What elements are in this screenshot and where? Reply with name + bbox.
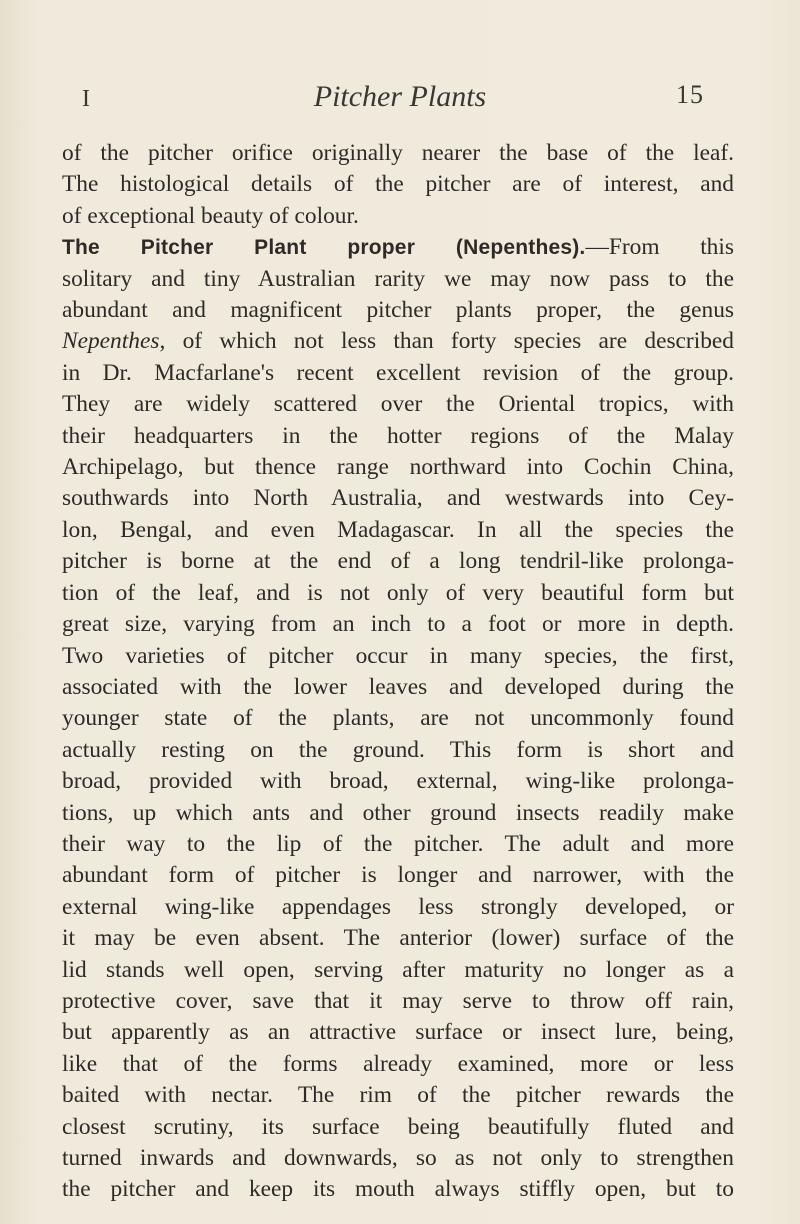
text-line: associated with the lower leaves and developed during the [62, 673, 734, 700]
text-line: tion of the leaf, and is not only of very beautiful form but [62, 579, 734, 606]
text-line: lid stands well open, serving after maturity no longer as a [62, 956, 734, 983]
body-text [62, 138, 734, 1206]
text-fragment: —From this [585, 234, 734, 261]
section-heading-line [62, 232, 734, 263]
text-line: They are widely scattered over the Oriental tropics, with [62, 391, 734, 418]
text-line: closest scrutiny, its surface being beautifully fluted and [62, 1113, 734, 1140]
text-line: of the pitcher orifice originally nearer the base of the leaf. [62, 140, 734, 166]
text-line: baited with nectar. The rim of the pitcher rewards the [62, 1082, 734, 1109]
text-line: turned inwards and downwards, so as not only to strengthen [62, 1145, 734, 1171]
text-line: tions, up which ants and other ground insects readily make [62, 799, 734, 826]
text-line: Archipelago, but thence range northward into Cochin China, [62, 454, 734, 481]
text-line: but apparently as an attractive surface or insect lure, being, [62, 1019, 734, 1046]
text-line: it may be even absent. The anterior (lower) surface of the [62, 925, 734, 952]
text-line-with-genus [62, 326, 734, 357]
text-line: pitcher is borne at the end of a long tendril-like prolonga- [62, 548, 734, 575]
text-line: southwards into North Australia, and westwards into Cey- [62, 485, 734, 512]
text-line: their headquarters in the hotter regions of the Malay [62, 422, 734, 449]
text-line: abundant form of pitcher is longer and narrower, with the [62, 862, 734, 889]
text-line: lon, Bengal, and even Madagascar. In all the species the [62, 516, 734, 543]
text-line: solitary and tiny Australian rarity we may now pass to the [62, 265, 734, 292]
text-line: Two varieties of pitcher occur in many species, the first, [62, 642, 734, 669]
section-heading: The Pitcher Plant proper (Nepenthes). [62, 236, 586, 260]
text-line: like that of the forms already examined, more or less [62, 1050, 734, 1077]
text-line: younger state of the plants, are not uncommonly found [62, 705, 734, 732]
text-line: in Dr. Macfarlane's recent excellent revision of the group. [62, 359, 734, 386]
text-line: broad, provided with broad, external, wing-like prolonga- [62, 768, 734, 795]
text-line: great size, varying from an inch to a foot or more in depth. [62, 611, 734, 638]
page-number: 15 [676, 80, 704, 109]
running-header [0, 80, 800, 116]
text-line: The histological details of the pitcher are of interest, and [62, 171, 734, 198]
text-line: actually resting on the ground. This form is short and [62, 736, 734, 763]
text-line: the pitcher and keep its mouth always stiffly open, but to [62, 1176, 734, 1203]
genus-name: Nepenthes [62, 328, 160, 355]
text-line: external wing-like appendages less strongly developed, or [62, 893, 734, 920]
running-title: Pitcher Plants [313, 80, 487, 113]
text-line: protective cover, save that it may serve to throw off rain, [62, 987, 734, 1014]
text-line: abundant and magnificent pitcher plants proper, the genus [62, 297, 734, 324]
text-line: their way to the lip of the pitcher. The adult and more [62, 830, 734, 857]
text-fragment: , of which not less than forty species are described [159, 328, 734, 355]
chapter-number: I [82, 86, 90, 112]
text-line: of exceptional beauty of colour. [62, 202, 359, 229]
